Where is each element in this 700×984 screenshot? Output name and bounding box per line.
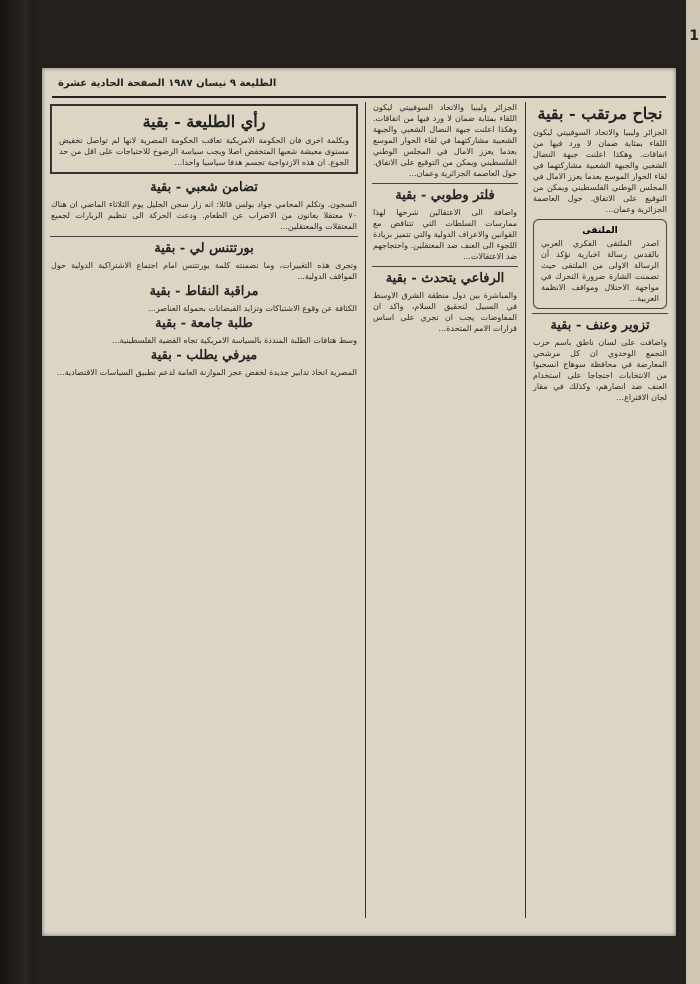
article-body: وسط هتافات الطلبة المنددة بالسياسة الامريكية تجاه القضية الفلسطينية...	[111, 336, 357, 345]
article-body: المصرية اتخاذ تدابير جديدة لخفض عجز الموازنة العامة لدعم تطبيق السياسات الاقتصادية...	[56, 368, 357, 377]
article-title: بورتتنس لي - بقية	[154, 241, 254, 256]
opinion-box	[50, 104, 358, 174]
article-title: ميرفي يطلب - بقية	[150, 348, 258, 363]
page-date-line: الطليعة ٩ نيسان ١٩٨٧ الصفحة الحادية عشرة	[58, 78, 277, 89]
column-rule	[365, 102, 366, 918]
article-body: والمباشرة بين دول منطقة الشرق الاوسط في السبيل لتحقيق السلام، واكد ان المفاوضات يجب ان تجري على اساس قرارات الامم المتحدة...	[373, 291, 517, 333]
column-3-4	[48, 102, 360, 918]
column-1	[530, 102, 670, 918]
adjacent-page-edge	[686, 0, 700, 984]
divider	[532, 313, 668, 314]
binding-edge	[0, 0, 36, 984]
divider	[372, 183, 518, 184]
article-title: طلبة جامعة - بقية	[155, 316, 253, 331]
column-2	[370, 102, 520, 918]
article-title: تضامن شعبي - بقية	[150, 180, 258, 195]
divider	[372, 266, 518, 267]
article-body: واضافة الى الاعتقالين شرحها لهذا ممارسات السلطات التي تتناقض مع القوانين والاعراف الدولية والتي تتميز بزيادة اللجوء الى العنف ضد المعتقلين. واحتجاجهم ضد الاعتقالات...	[373, 208, 517, 261]
article-body: الجزائر وليبيا والاتحاد السوفييتي ليكون اللقاء بمثابة ضمان لا ورد فيها من اتفاقات. وهكذا اعلنت جبهة النضال الشعبي والجبهة الشعبية مشاركتهما في لقاء الحوار الموسع بعدما يعزز الامال في المجلس الوطني الفلسطيني ويمكن من التوقيع على الاتفاق. حول العاصمة الجزائرية وعمان...	[373, 103, 517, 178]
article-body: واضافت على لسان ناطق باسم حزب التجمع الوحدوي ان كل مرشحي المعارضة في محافظة سوهاج انسحبوا من الانتخابات احتجاجا على استخدام العنف ضد انصارهم، وكذلك في مقار لجان الاقتراع...	[533, 338, 667, 402]
article-title: نجاح مرتقب - بقية	[537, 104, 663, 123]
newspaper-page	[42, 68, 676, 936]
article-title: الرفاعي يتحدث - بقية	[385, 271, 505, 286]
sub-box-title: الملتقى	[582, 226, 618, 236]
adjacent-page-number: 1	[689, 28, 699, 44]
divider	[50, 236, 358, 237]
article-title: فلتر وطوبي - بقية	[395, 188, 495, 203]
sub-box-body: اصدر الملتقى الفكري العربي بالقدس رسالة اخبارية تؤكد أن الرسالة الاولى من الملتقى حيث تضمنت الشارة ضرورة التحرك في مواجهة الاحتلال ومواقف الانظمة العربية...	[541, 239, 659, 303]
article-body: السجون. وتكلم المحامي جواد بولس قائلا: انه زار سجن الجليل يوم الثلاثاء الماضي ان هناك ٧٠ معتقلا يعانون من الاضراب عن الطعام. ودعت الحركة الى تنظيم الزيارات لجميع المعتقلات والمعتقلين...	[51, 200, 357, 231]
sub-box	[533, 219, 667, 309]
column-rule	[525, 102, 526, 918]
page-header	[52, 74, 666, 98]
article-body: وتجرى هذه التغييرات، وما نضمنته كلمة بورتتنس امام اجتماع الاشتراكية الدولية حول المواقف الدولية...	[51, 261, 357, 281]
article-title: رأي الطليعة - بقية	[142, 112, 266, 131]
article-body: الكثافة عن وقوع الاشتباكات وتزايد الفيضانات بحمولة العناصر...	[148, 304, 357, 313]
article-body: الجزائر وليبيا والاتحاد السوفييتي ليكون اللقاء بمثابة ضمان لا ورد فيها من اتفاقات. وهكذا اعلنت جبهة النضال الشعبي والجبهة الشعبية مشاركتهما في لقاء الحوار الموسع بعدما يعزز الامال في المجلس الوطني الفلسطيني ويمكن من التوقيع على الاتفاق. حول العاصمة الجزائرية وعمان...	[533, 128, 667, 214]
article-title: مراقبة النقاط - بقية	[149, 284, 259, 299]
article-body: وبكلمة اخرى فان الحكومة الامريكية تعاقب الحكومة المصرية لانها لم تواصل تخفيض مستوى معيشة شعبها المتخفض اصلا ويجب سياسة الرضوخ للاحتياجات على اقل من حد الجوع. ان هذه الازدواجية تجسم هدفا سياسيا واحدا...	[59, 136, 349, 167]
article-title: تزوير وعنف - بقية	[550, 318, 650, 333]
